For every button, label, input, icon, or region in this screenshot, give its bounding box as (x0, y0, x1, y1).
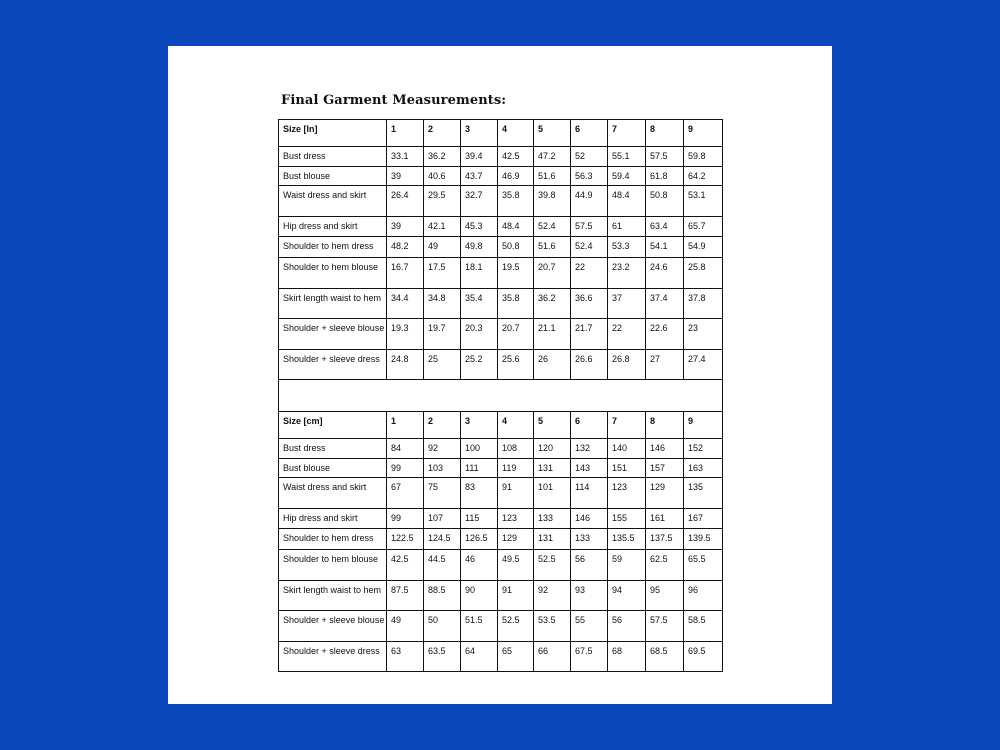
measurement-value-cell: 40.6 (424, 167, 461, 186)
table-row (279, 529, 723, 550)
measurement-value-cell: 163 (684, 459, 723, 478)
measurement-value-cell: 20.7 (498, 319, 534, 350)
measurement-value-cell: 123 (498, 509, 534, 529)
measurement-value-cell: 66 (534, 642, 571, 672)
measurement-value-cell: 37.4 (646, 289, 684, 319)
measurement-value-cell: 100 (461, 439, 498, 459)
measurement-value-cell: 32.7 (461, 186, 498, 217)
measurement-value-cell: 21.1 (534, 319, 571, 350)
measurement-value-cell: 46 (461, 550, 498, 581)
table-row (279, 642, 723, 672)
document-title: Final Garment Measurements: (281, 93, 507, 108)
measurement-value-cell: 90 (461, 581, 498, 611)
measurement-label-cell: Bust blouse (279, 459, 387, 478)
table-row (279, 147, 723, 167)
size-number-cell: 3 (461, 120, 498, 147)
measurement-value-cell: 135 (684, 478, 723, 509)
measurement-value-cell: 124.5 (424, 529, 461, 550)
table-row (279, 319, 723, 350)
measurement-value-cell: 39.4 (461, 147, 498, 167)
measurement-value-cell: 43.7 (461, 167, 498, 186)
measurement-value-cell: 99 (387, 459, 424, 478)
measurement-value-cell: 25.6 (498, 350, 534, 380)
measurement-label-cell: Waist dress and skirt (279, 186, 387, 217)
measurement-value-cell: 52.5 (498, 611, 534, 642)
measurement-value-cell: 101 (534, 478, 571, 509)
measurement-value-cell: 50 (424, 611, 461, 642)
table-row (279, 509, 723, 529)
table-row (279, 611, 723, 642)
measurement-value-cell: 133 (571, 529, 608, 550)
measurement-value-cell: 36.2 (424, 147, 461, 167)
measurement-value-cell: 48.2 (387, 237, 424, 258)
measurement-label-cell: Shoulder + sleeve dress (279, 642, 387, 672)
size-number-cell: 9 (684, 412, 723, 439)
measurement-label-cell: Shoulder to hem blouse (279, 258, 387, 289)
measurement-value-cell: 52 (571, 147, 608, 167)
measurements-table (278, 119, 723, 672)
spacer-cell (279, 380, 723, 412)
measurement-value-cell: 19.3 (387, 319, 424, 350)
measurement-value-cell: 122.5 (387, 529, 424, 550)
measurement-value-cell: 22 (608, 319, 646, 350)
measurement-value-cell: 42.5 (387, 550, 424, 581)
size-number-cell: 8 (646, 412, 684, 439)
table-row (279, 217, 723, 237)
measurement-value-cell: 139.5 (684, 529, 723, 550)
measurement-label-cell: Shoulder to hem dress (279, 529, 387, 550)
measurement-value-cell: 83 (461, 478, 498, 509)
measurement-label-cell: Hip dress and skirt (279, 217, 387, 237)
measurement-value-cell: 107 (424, 509, 461, 529)
measurement-value-cell: 140 (608, 439, 646, 459)
measurement-value-cell: 91 (498, 581, 534, 611)
measurement-value-cell: 34.4 (387, 289, 424, 319)
size-number-cell: 2 (424, 412, 461, 439)
measurement-value-cell: 67 (387, 478, 424, 509)
table-row (279, 237, 723, 258)
size-number-cell: 3 (461, 412, 498, 439)
measurement-value-cell: 26.4 (387, 186, 424, 217)
measurement-value-cell: 59.8 (684, 147, 723, 167)
size-number-cell: 1 (387, 412, 424, 439)
measurement-value-cell: 36.6 (571, 289, 608, 319)
measurement-value-cell: 26 (534, 350, 571, 380)
measurement-value-cell: 37 (608, 289, 646, 319)
header-row (279, 412, 723, 439)
measurement-value-cell: 16.7 (387, 258, 424, 289)
measurement-value-cell: 51.5 (461, 611, 498, 642)
size-number-cell: 4 (498, 412, 534, 439)
measurement-value-cell: 155 (608, 509, 646, 529)
measurement-value-cell: 135.5 (608, 529, 646, 550)
measurement-value-cell: 58.5 (684, 611, 723, 642)
measurement-value-cell: 49.5 (498, 550, 534, 581)
measurement-value-cell: 132 (571, 439, 608, 459)
measurement-value-cell: 57.5 (571, 217, 608, 237)
measurement-value-cell: 167 (684, 509, 723, 529)
measurement-value-cell: 131 (534, 529, 571, 550)
measurement-value-cell: 108 (498, 439, 534, 459)
table-row (279, 439, 723, 459)
measurement-value-cell: 57.5 (646, 611, 684, 642)
measurement-value-cell: 36.2 (534, 289, 571, 319)
measurement-value-cell: 131 (534, 459, 571, 478)
measurement-label-cell: Skirt length waist to hem (279, 581, 387, 611)
measurement-value-cell: 88.5 (424, 581, 461, 611)
measurement-value-cell: 129 (646, 478, 684, 509)
measurement-value-cell: 53.5 (534, 611, 571, 642)
measurement-value-cell: 27 (646, 350, 684, 380)
measurement-value-cell: 22.6 (646, 319, 684, 350)
measurement-value-cell: 45.3 (461, 217, 498, 237)
measurement-value-cell: 129 (498, 529, 534, 550)
size-header-cell: Size [In] (279, 120, 387, 147)
measurement-value-cell: 120 (534, 439, 571, 459)
table-row (279, 167, 723, 186)
measurement-value-cell: 56 (608, 611, 646, 642)
measurement-value-cell: 92 (534, 581, 571, 611)
size-number-cell: 9 (684, 120, 723, 147)
measurement-label-cell: Bust blouse (279, 167, 387, 186)
measurement-value-cell: 18.1 (461, 258, 498, 289)
measurement-value-cell: 53.1 (684, 186, 723, 217)
measurement-value-cell: 103 (424, 459, 461, 478)
measurement-value-cell: 23 (684, 319, 723, 350)
measurement-value-cell: 59.4 (608, 167, 646, 186)
table-row (279, 350, 723, 380)
measurement-value-cell: 65.7 (684, 217, 723, 237)
measurement-value-cell: 22 (571, 258, 608, 289)
measurement-value-cell: 67.5 (571, 642, 608, 672)
measurement-value-cell: 23.2 (608, 258, 646, 289)
measurement-value-cell: 55.1 (608, 147, 646, 167)
size-number-cell: 8 (646, 120, 684, 147)
measurement-value-cell: 56.3 (571, 167, 608, 186)
measurement-value-cell: 48.4 (498, 217, 534, 237)
measurement-value-cell: 59 (608, 550, 646, 581)
measurement-value-cell: 126.5 (461, 529, 498, 550)
table-row (279, 550, 723, 581)
measurement-label-cell: Bust dress (279, 439, 387, 459)
measurement-value-cell: 47.2 (534, 147, 571, 167)
measurement-value-cell: 53.3 (608, 237, 646, 258)
measurement-label-cell: Shoulder to hem dress (279, 237, 387, 258)
measurement-value-cell: 161 (646, 509, 684, 529)
size-header-cell: Size [cm] (279, 412, 387, 439)
measurement-value-cell: 35.8 (498, 289, 534, 319)
measurement-value-cell: 63.5 (424, 642, 461, 672)
measurement-value-cell: 56 (571, 550, 608, 581)
size-number-cell: 7 (608, 120, 646, 147)
size-number-cell: 5 (534, 120, 571, 147)
measurement-value-cell: 92 (424, 439, 461, 459)
measurement-value-cell: 146 (571, 509, 608, 529)
measurement-value-cell: 65 (498, 642, 534, 672)
measurement-value-cell: 137.5 (646, 529, 684, 550)
measurement-value-cell: 25.2 (461, 350, 498, 380)
measurement-value-cell: 26.8 (608, 350, 646, 380)
size-number-cell: 6 (571, 412, 608, 439)
size-number-cell: 1 (387, 120, 424, 147)
measurement-value-cell: 93 (571, 581, 608, 611)
measurement-value-cell: 133 (534, 509, 571, 529)
measurement-value-cell: 55 (571, 611, 608, 642)
measurement-value-cell: 61.8 (646, 167, 684, 186)
measurement-value-cell: 19.7 (424, 319, 461, 350)
measurement-value-cell: 65.5 (684, 550, 723, 581)
measurement-value-cell: 54.1 (646, 237, 684, 258)
measurement-value-cell: 52.5 (534, 550, 571, 581)
measurement-value-cell: 49 (387, 611, 424, 642)
measurement-value-cell: 48.4 (608, 186, 646, 217)
measurement-value-cell: 39.8 (534, 186, 571, 217)
table-row (279, 478, 723, 509)
measurement-value-cell: 49 (424, 237, 461, 258)
measurement-value-cell: 50.8 (646, 186, 684, 217)
measurement-value-cell: 35.4 (461, 289, 498, 319)
measurement-value-cell: 54.9 (684, 237, 723, 258)
measurement-label-cell: Waist dress and skirt (279, 478, 387, 509)
size-number-cell: 7 (608, 412, 646, 439)
measurement-label-cell: Skirt length waist to hem (279, 289, 387, 319)
measurement-value-cell: 62.5 (646, 550, 684, 581)
measurement-value-cell: 39 (387, 217, 424, 237)
header-row (279, 120, 723, 147)
size-number-cell: 5 (534, 412, 571, 439)
measurement-value-cell: 34.8 (424, 289, 461, 319)
measurement-value-cell: 157 (646, 459, 684, 478)
measurement-value-cell: 20.3 (461, 319, 498, 350)
measurement-value-cell: 25.8 (684, 258, 723, 289)
measurement-value-cell: 123 (608, 478, 646, 509)
table-spacer-row (279, 380, 723, 412)
measurement-value-cell: 29.5 (424, 186, 461, 217)
measurement-label-cell: Bust dress (279, 147, 387, 167)
measurement-label-cell: Shoulder to hem blouse (279, 550, 387, 581)
measurement-label-cell: Shoulder + sleeve blouse (279, 319, 387, 350)
measurement-value-cell: 111 (461, 459, 498, 478)
measurement-value-cell: 64.2 (684, 167, 723, 186)
measurement-value-cell: 26.6 (571, 350, 608, 380)
measurement-value-cell: 25 (424, 350, 461, 380)
measurement-value-cell: 51.6 (534, 167, 571, 186)
measurement-value-cell: 84 (387, 439, 424, 459)
measurement-value-cell: 87.5 (387, 581, 424, 611)
measurement-value-cell: 151 (608, 459, 646, 478)
measurement-value-cell: 64 (461, 642, 498, 672)
measurement-value-cell: 42.1 (424, 217, 461, 237)
measurement-value-cell: 91 (498, 478, 534, 509)
measurement-value-cell: 96 (684, 581, 723, 611)
measurement-label-cell: Shoulder + sleeve dress (279, 350, 387, 380)
document-page (168, 46, 832, 704)
measurement-value-cell: 42.5 (498, 147, 534, 167)
measurement-value-cell: 19.5 (498, 258, 534, 289)
table-row (279, 459, 723, 478)
measurement-value-cell: 75 (424, 478, 461, 509)
measurement-value-cell: 51.6 (534, 237, 571, 258)
measurement-value-cell: 61 (608, 217, 646, 237)
measurement-value-cell: 99 (387, 509, 424, 529)
measurement-value-cell: 68.5 (646, 642, 684, 672)
measurement-value-cell: 24.6 (646, 258, 684, 289)
measurement-value-cell: 35.8 (498, 186, 534, 217)
table-row (279, 289, 723, 319)
measurement-value-cell: 37.8 (684, 289, 723, 319)
measurement-value-cell: 39 (387, 167, 424, 186)
measurement-value-cell: 115 (461, 509, 498, 529)
measurement-value-cell: 143 (571, 459, 608, 478)
measurement-value-cell: 52.4 (534, 217, 571, 237)
measurement-value-cell: 27.4 (684, 350, 723, 380)
table-row (279, 581, 723, 611)
measurement-label-cell: Shoulder + sleeve blouse (279, 611, 387, 642)
measurement-value-cell: 17.5 (424, 258, 461, 289)
size-number-cell: 6 (571, 120, 608, 147)
measurement-value-cell: 68 (608, 642, 646, 672)
measurement-value-cell: 20.7 (534, 258, 571, 289)
measurement-value-cell: 57.5 (646, 147, 684, 167)
measurement-value-cell: 152 (684, 439, 723, 459)
measurement-value-cell: 95 (646, 581, 684, 611)
table-row (279, 186, 723, 217)
measurement-value-cell: 114 (571, 478, 608, 509)
measurement-value-cell: 44.9 (571, 186, 608, 217)
measurement-value-cell: 52.4 (571, 237, 608, 258)
measurement-label-cell: Hip dress and skirt (279, 509, 387, 529)
measurement-value-cell: 94 (608, 581, 646, 611)
size-number-cell: 2 (424, 120, 461, 147)
measurement-value-cell: 50.8 (498, 237, 534, 258)
measurement-value-cell: 63.4 (646, 217, 684, 237)
measurement-value-cell: 33.1 (387, 147, 424, 167)
measurement-value-cell: 24.8 (387, 350, 424, 380)
measurement-value-cell: 69.5 (684, 642, 723, 672)
measurement-value-cell: 44.5 (424, 550, 461, 581)
measurement-value-cell: 146 (646, 439, 684, 459)
size-number-cell: 4 (498, 120, 534, 147)
measurement-value-cell: 46.9 (498, 167, 534, 186)
measurement-value-cell: 63 (387, 642, 424, 672)
measurement-value-cell: 119 (498, 459, 534, 478)
table-row (279, 258, 723, 289)
measurement-value-cell: 21.7 (571, 319, 608, 350)
measurement-value-cell: 49.8 (461, 237, 498, 258)
